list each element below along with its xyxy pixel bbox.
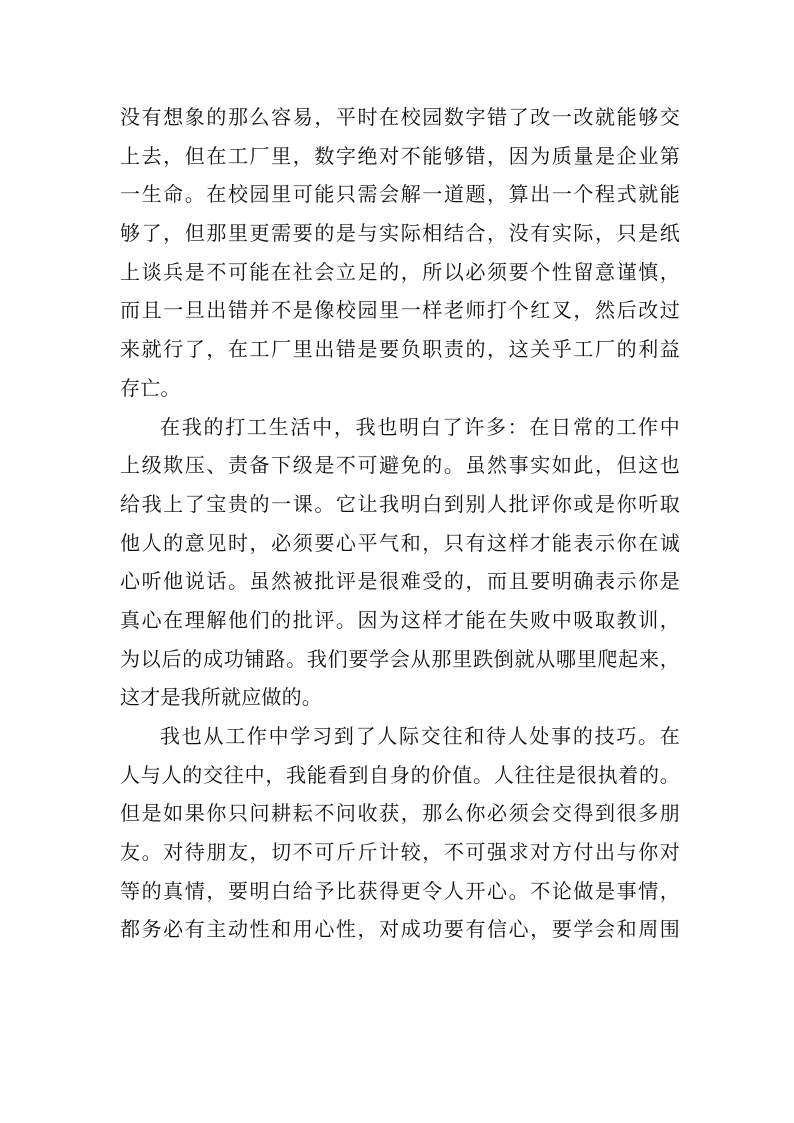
paragraph-2-line-2: 上级欺压、责备下级是不可避免的。虽然事实如此，但这也 — [120, 453, 680, 478]
paragraph-2-line-6: 真心在理解他们的批评。因为这样才能在失败中吸取教训， — [120, 607, 680, 632]
paragraph-1-line-8: 存亡。 — [120, 375, 181, 400]
paragraph-3-line-6: 都务必有主动性和用心性，对成功要有信心，要学会和周围 — [120, 917, 680, 942]
paragraph-1-line-1: 没有想象的那么容易，平时在校园数字错了改一改就能够交 — [120, 105, 680, 129]
paragraph-1-line-5: 上谈兵是不可能在社会立足的，所以必须要个性留意谨慎， — [120, 259, 680, 284]
paragraph-1-line-3: 一生命。在校园里可能只需会解一道题，算出一个程式就能 — [120, 182, 680, 207]
paragraph-2-line-4: 他人的意见时，必须要心平气和，只有这样才能表示你在诚 — [120, 530, 680, 555]
paragraph-2-line-5: 心听他说话。虽然被批评是很难受的，而且要明确表示你是 — [120, 569, 680, 594]
body-text — [120, 98, 680, 949]
paragraph-2-line-1: 在我的打工生活中，我也明白了许多：在日常的工作中 — [160, 414, 680, 439]
paragraph-2-line-7: 为以后的成功铺路。我们要学会从那里跌倒就从哪里爬起来， — [120, 646, 680, 671]
paragraph-2-line-8: 这才是我所就应做的。 — [120, 685, 322, 710]
paragraph-1-line-7: 来就行了，在工厂里出错是要负职责的，这关乎工厂的利益 — [120, 337, 680, 362]
paragraph-3-line-3: 但是如果你只问耕耘不问收获，那么你必须会交得到很多朋 — [120, 801, 680, 826]
paragraph-2-line-3: 给我上了宝贵的一课。它让我明白到别人批评你或是你听取 — [120, 491, 680, 516]
paragraph-3-line-1: 我也从工作中学习到了人际交往和待人处事的技巧。在 — [160, 724, 680, 748]
paragraph-3-line-4: 友。对待朋友，切不可斤斤计较，不可强求对方付出与你对 — [120, 840, 680, 865]
paragraph-1-line-2: 上去，但在工厂里，数字绝对不能够错，因为质量是企业第 — [120, 143, 680, 168]
paragraph-1-line-6: 而且一旦出错并不是像校园里一样老师打个红叉，然后改过 — [120, 298, 680, 323]
paragraph-3-line-2: 人与人的交往中，我能看到自身的价值。人往往是很执着的。 — [120, 762, 680, 787]
paragraph-1-line-4: 够了，但那里更需要的是与实际相结合，没有实际，只是纸 — [120, 221, 680, 246]
paragraph-3-line-5: 等的真情，要明白给予比获得更令人开心。不论做是事情， — [120, 878, 680, 903]
